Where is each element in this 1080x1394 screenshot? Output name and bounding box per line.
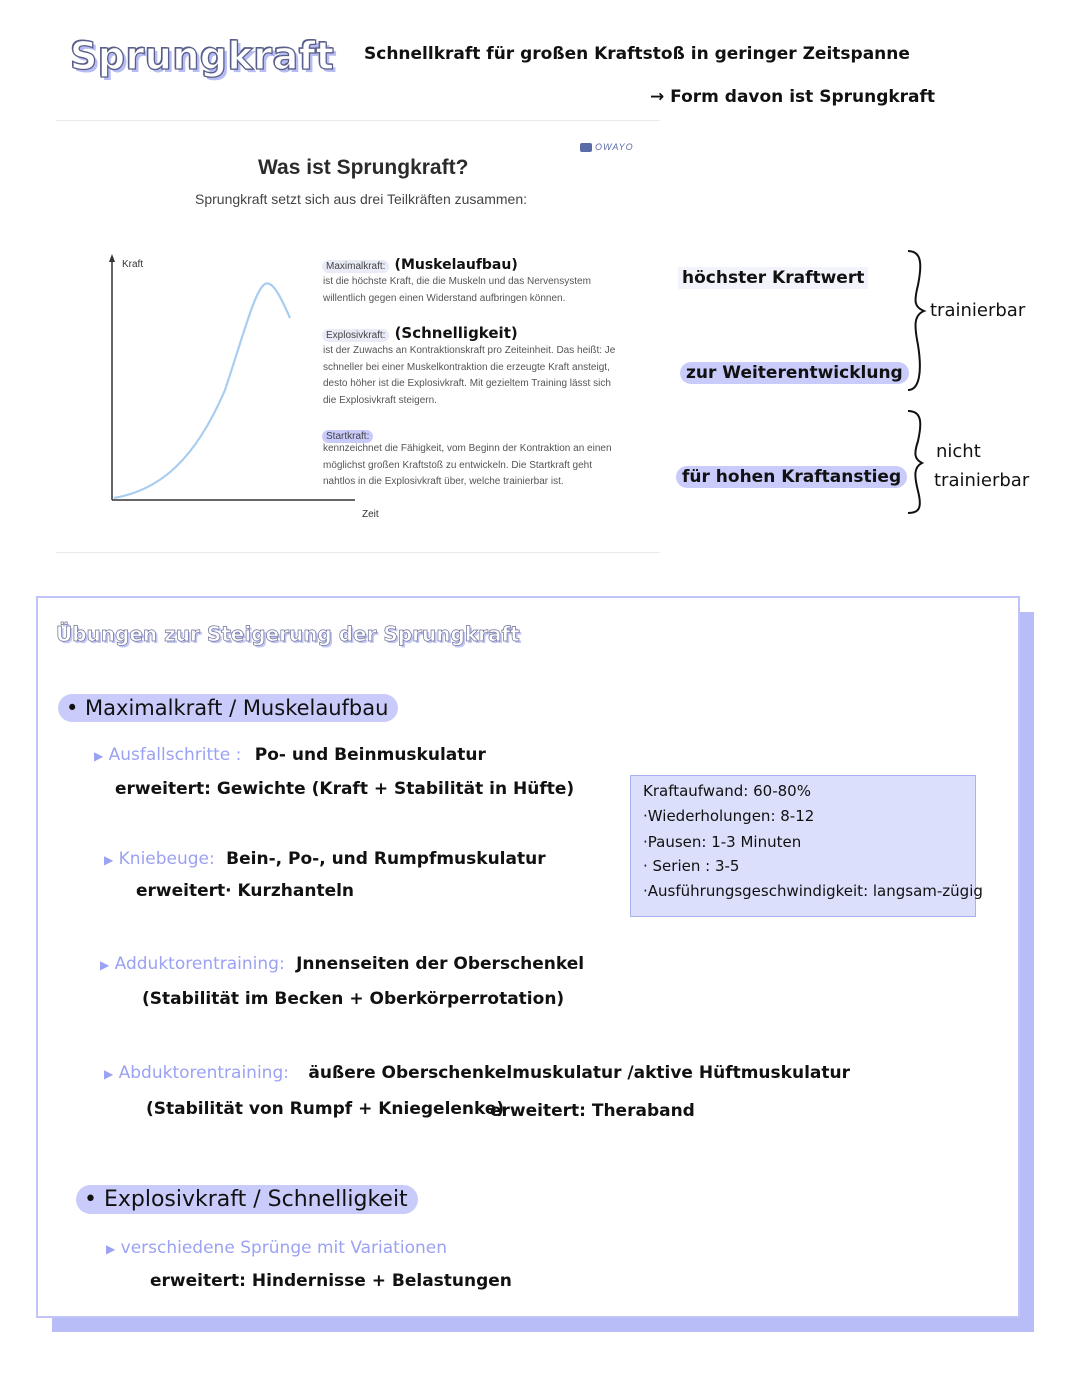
arrow-icon: ▶: [106, 1242, 116, 1256]
exercise-extra: (Stabilität von Rumpf + Kniegelenke): [146, 1099, 505, 1119]
divider-top: [56, 120, 660, 121]
param-pausen: ·Pausen: 1-3 Minuten: [643, 833, 802, 851]
exercises-title: Übungen zur Steigerung der Sprungkraft: [56, 622, 520, 646]
param-serien: · Serien : 3-5: [643, 857, 740, 875]
exercise-name: verschiedene Sprünge mit Variationen: [120, 1238, 447, 1258]
text-line: willentlich gegen einen Widerstand aufbringen können.: [323, 292, 566, 304]
exercise-extra-theraband: erweitert: Theraband: [490, 1101, 695, 1121]
exercise-spruenge: [106, 1238, 447, 1258]
heading-explosivkraft: • Explosivkraft / Schnelligkeit: [76, 1185, 418, 1214]
text-line: nahtlos in die Explosivkraft über, welche trainierbar ist.: [323, 476, 564, 487]
exercise-name: Adduktorentraining:: [114, 954, 285, 974]
training-parameters-box: [630, 775, 983, 917]
label-nicht-trainierbar: trainierbar: [934, 470, 1030, 491]
arrow-icon: ▶: [104, 1067, 114, 1081]
x-axis-label: Zeit: [362, 509, 379, 520]
text-line: möglichst großen Kraftstoß zu entwickeln. Die Startkraft geht: [323, 459, 592, 471]
exercise-abduktorentraining: [104, 1063, 850, 1083]
brace-trainierbar: [908, 251, 924, 390]
exercise-adduktorentraining: [100, 954, 584, 974]
force-curve: [114, 283, 290, 498]
exercise-desc: Bein-, Po-, und Rumpfmuskulatur: [226, 849, 546, 869]
text-startkraft: [323, 441, 633, 491]
panel-title: Was ist Sprungkraft?: [258, 156, 469, 179]
tag-explosivkraft: Explosivkraft:: [322, 329, 389, 342]
heading-maximalkraft: • Maximalkraft / Muskelaufbau: [58, 694, 398, 722]
exercise-extra: erweitert: Gewichte (Kraft + Stabilität in Hüfte): [115, 779, 575, 799]
tag-startkraft: Startkraft:: [322, 430, 373, 443]
exercise-desc: Po- und Beinmuskulatur: [254, 745, 486, 765]
exercise-name: Abduktorentraining:: [118, 1063, 289, 1083]
arrow-icon: ▶: [100, 958, 110, 972]
exercise-name: Kniebeuge:: [118, 849, 215, 869]
note-hoechster-kraftwert: höchster Kraftwert: [678, 267, 868, 289]
note-schnelligkeit: (Schnelligkeit): [394, 324, 518, 342]
divider-bottom: [56, 552, 660, 553]
text-line: schneller bei einer Muskelkontraktion die erzeugte Kraft ansteigt,: [323, 361, 610, 373]
tag-maximalkraft: Maximalkraft:: [322, 260, 389, 273]
text-explosivkraft: [323, 343, 633, 409]
exercise-ausfallschritte: [94, 745, 486, 765]
owayo-logo: [580, 142, 634, 152]
label-nicht: nicht: [936, 441, 981, 462]
y-axis-label: Kraft: [122, 259, 144, 270]
note-muskelaufbau: (Muskelaufbau): [394, 257, 518, 273]
definition-note-arrow: → Form davon ist Sprungkraft: [650, 87, 936, 107]
item-explosivkraft: [322, 323, 518, 342]
page-title: Sprungkraft: [70, 34, 335, 78]
note-weiterentwicklung: zur Weiterentwicklung: [680, 362, 909, 384]
text-line: die Explosivkraft steigern.: [323, 394, 437, 406]
param-wiederholungen: ·Wiederholungen: 8-12: [643, 807, 815, 825]
exercise-extra: erweitert· Kurzhanteln: [136, 881, 355, 901]
exercise-desc: äußere Oberschenkelmuskulatur /aktive Hüftmuskulatur: [308, 1063, 850, 1083]
y-axis-arrow: [109, 254, 115, 262]
text-line: ist die höchste Kraft, die die Muskeln und das Nervensystem: [323, 276, 591, 287]
definition-note: Schnellkraft für großen Kraftstoß in geringer Zeitspanne: [364, 44, 910, 64]
exercise-extra: (Stabilität im Becken + Oberkörperrotation): [142, 989, 565, 1009]
panel-subtitle: Sprungkraft setzt sich aus drei Teilkräften zusammen:: [195, 191, 528, 207]
item-maximalkraft: [322, 254, 518, 273]
exercise-name: Ausfallschritte :: [108, 745, 242, 765]
param-geschwindigkeit: ·Ausführungsgeschwindigkeit: langsam-zügig: [643, 882, 983, 900]
logo-text: OWAYO: [595, 142, 634, 152]
text-line: desto höher ist die Explosivkraft. Mit gezieltem Training lässt sich: [323, 378, 611, 389]
text-line: kennzeichnet die Fähigkeit, vom Beginn der Kontraktion an einen: [323, 443, 612, 454]
text-line: ist der Zuwachs an Kontraktionskraft pro Zeiteinheit. Das heißt: Je: [323, 345, 616, 356]
exercise-desc: Jnnenseiten der Oberschenkel: [296, 954, 585, 974]
exercise-kniebeuge: [104, 849, 546, 869]
exercise-extra: erweitert: Hindernisse + Belastungen: [150, 1271, 512, 1291]
arrow-icon: ▶: [94, 749, 104, 763]
note-kraftanstieg: für hohen Kraftanstieg: [676, 466, 907, 488]
brace-nicht-trainierbar: [908, 411, 922, 513]
param-kraftaufwand: Kraftaufwand: 60-80%: [643, 782, 811, 800]
text-maximalkraft: [323, 274, 623, 307]
arrow-icon: ▶: [104, 853, 114, 867]
label-trainierbar: trainierbar: [930, 300, 1026, 321]
